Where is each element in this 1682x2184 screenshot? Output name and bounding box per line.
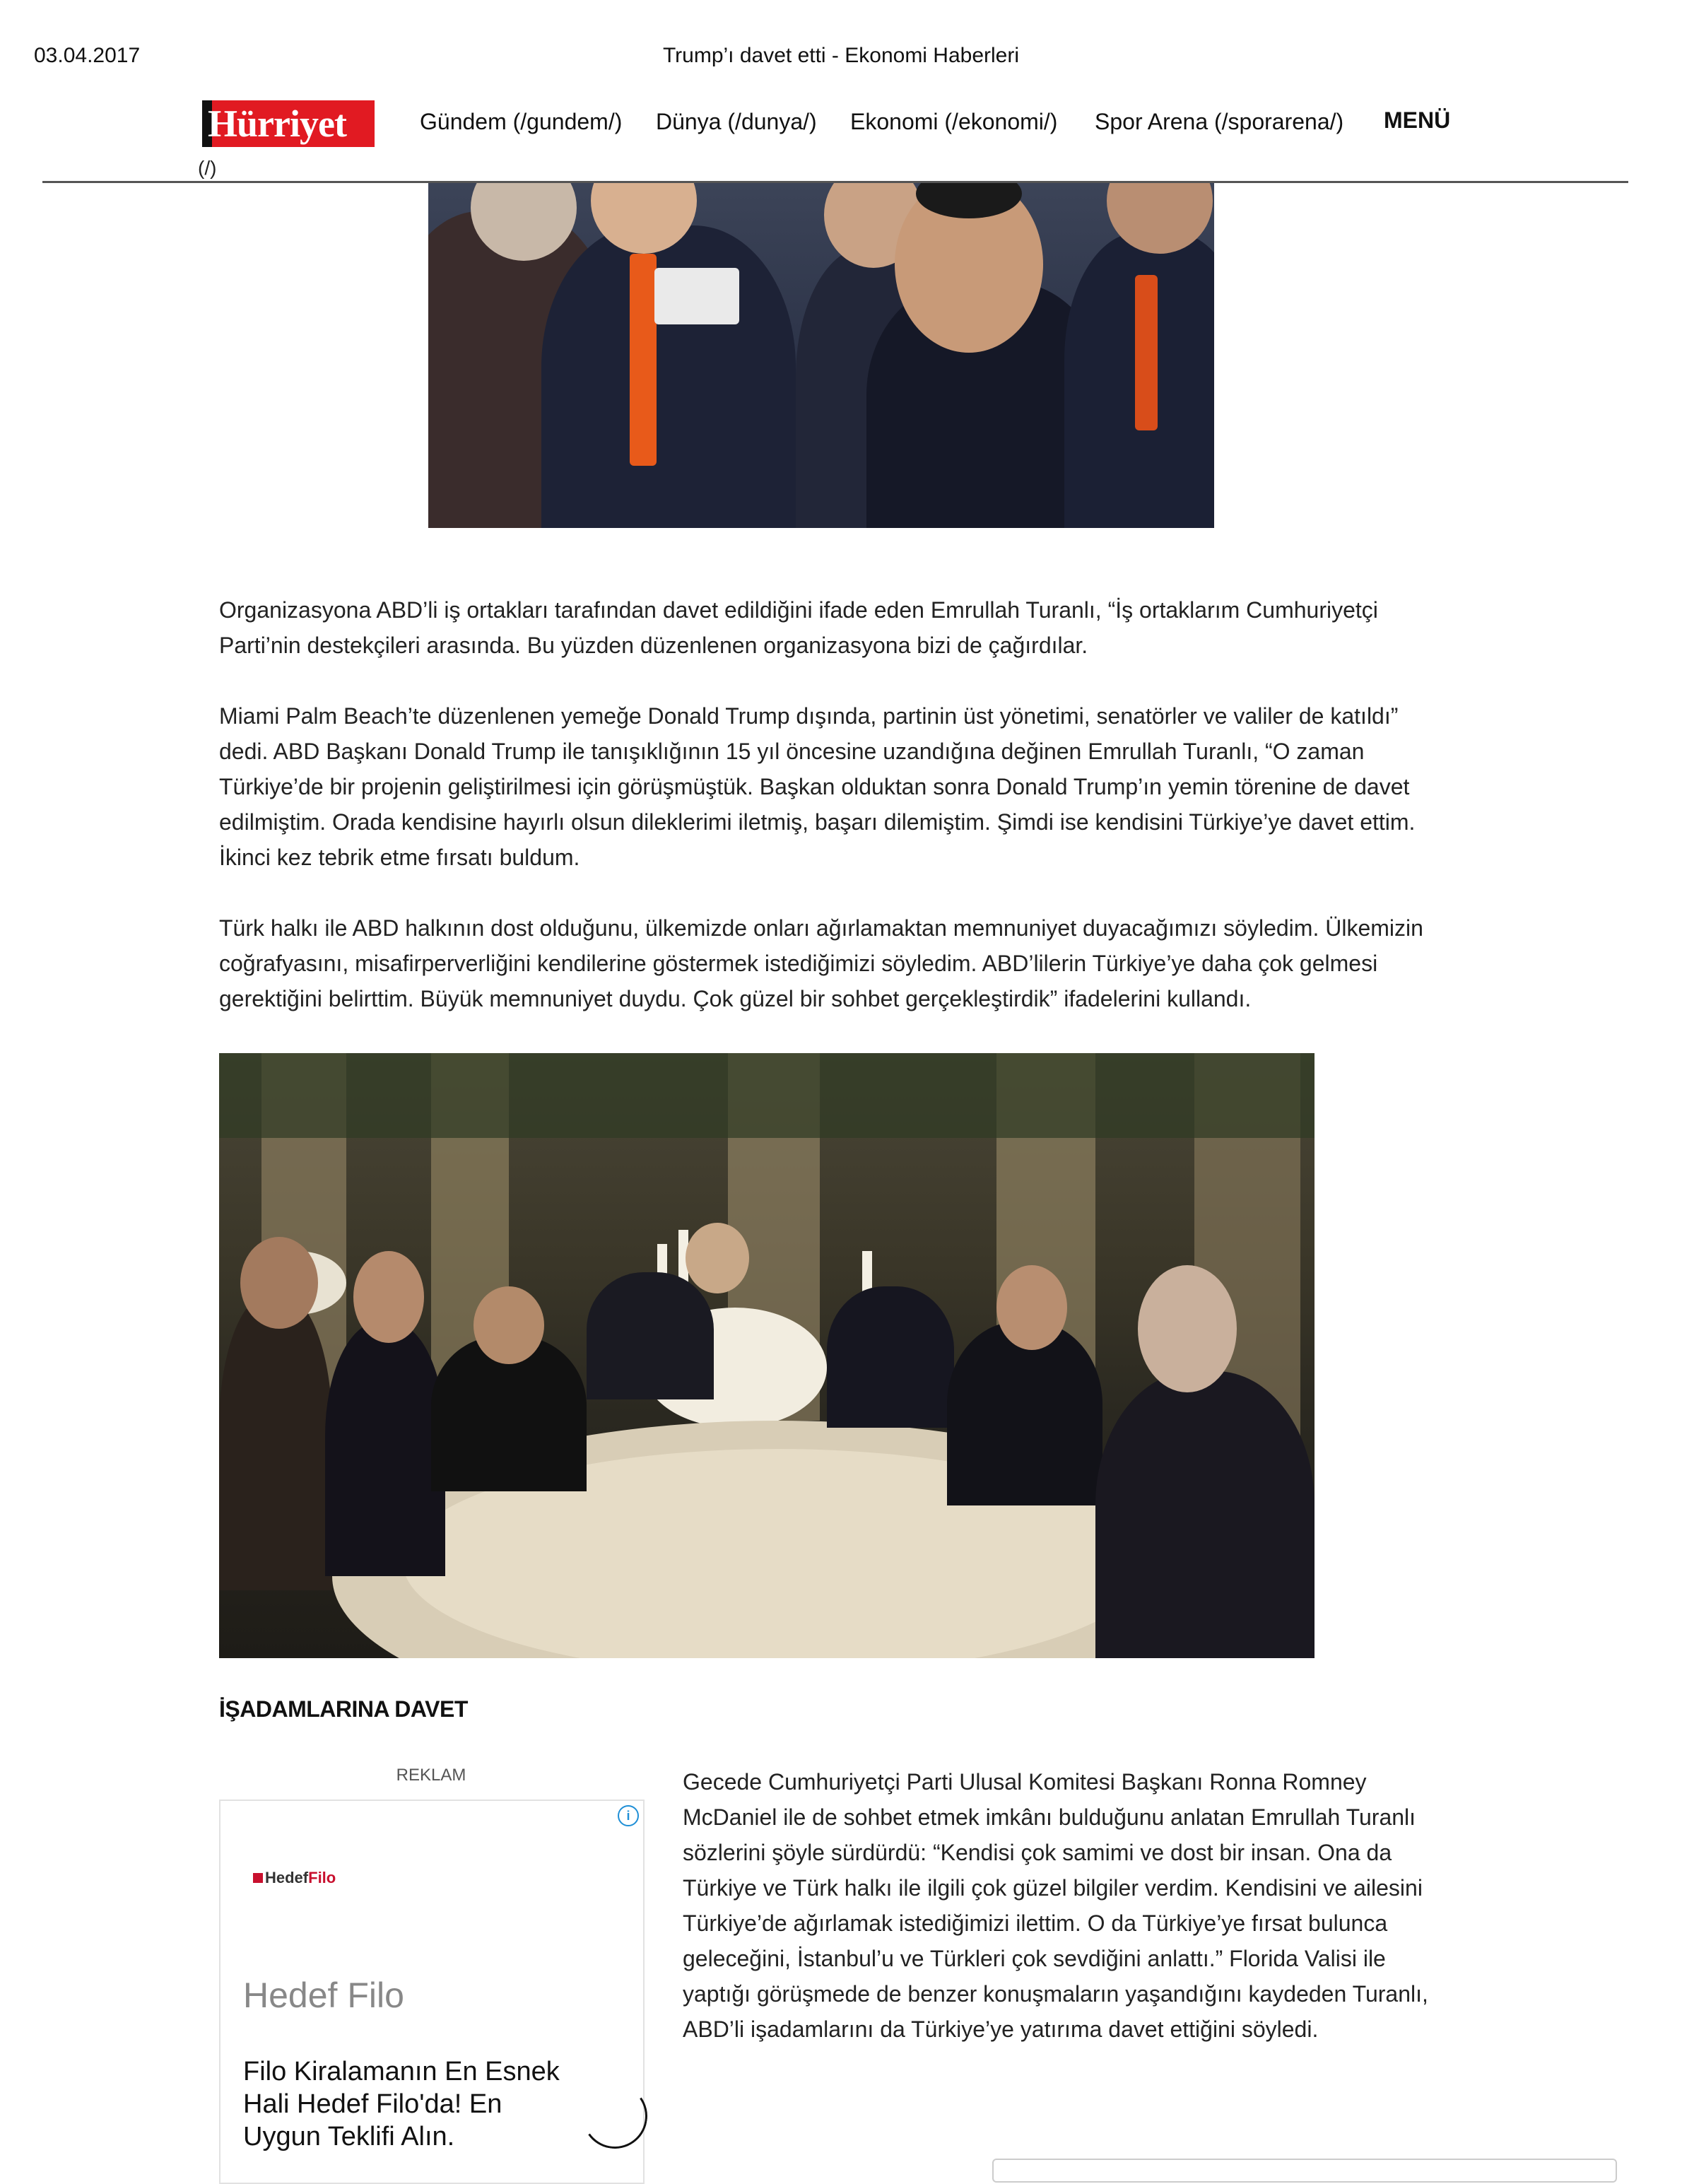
article-paragraph-1: Organizasyona ABD’li iş ortakları tarafından davet edildiğini ifade eden Emrullah Turanlı, “İş ortaklarım Cumhuriyetçi Parti’nin destekçileri arasında. Bu yüzden düzenlenen organizasyona bizi de çağırdılar. — [219, 597, 1378, 658]
article-photo-gala-dinner — [219, 1053, 1315, 1658]
ad-banner[interactable] — [219, 1800, 645, 2184]
article-photo-trump-crowd — [428, 183, 1214, 528]
article-paragraph-3: Türk halkı ile ABD halkının dost olduğunu, ülkemizde onları ağırlamaktan memnuniyet duyacağımızı söyledim. Ülkemizin coğrafyasını, misafirperverliğini kendilerine göstermek istediğimizi söyledim. ABD’lilerin Türkiye’ye daha çok gelmesi gerektiğini belirttim. Büyük memnuniyet duydu. Çok güzel bir sohbet gerçekleştirdik” ifadelerini kullandı. — [219, 915, 1423, 1011]
print-date: 03.04.2017 — [34, 44, 141, 67]
logo-text: Hürriyet — [208, 102, 346, 145]
article-paragraph-2: Miami Palm Beach’te düzenlenen yemeğe Donald Trump dışında, partinin üst yönetimi, senatörler ve valiler de katıldı” dedi. ABD Başkanı Donald Trump ile tanışıklığının 15 yıl öncesine uzandığına değinen Emrullah Turanlı, “O zaman Türkiye’de bir projenin geliştirilmesi için görüşmüştük. Başkan olduktan sonra Donald Trump’ın yemin törenine de davet edilmiştim. Orada kendisine hayırlı olsun dileklerimi iletmiş, başarı dilemiştim. Şimdi ise kendisini Türkiye’ye davet ettim. İkinci kez tebrik etme fırsatı buldum. — [219, 703, 1416, 870]
ad-brand-suffix: Filo — [308, 1869, 336, 1886]
ad-label: REKLAM — [396, 1766, 466, 1785]
hurriyet-logo[interactable] — [202, 100, 375, 147]
ad-brand-prefix: Hedef — [265, 1869, 309, 1886]
section-heading: İŞADAMLARINA DAVET — [219, 1696, 468, 1722]
nav-link-gundem[interactable]: Gündem (/gundem/) — [420, 109, 623, 134]
ad-info-icon[interactable]: i — [618, 1805, 639, 1826]
nav-link-ekonomi[interactable]: Ekonomi (/ekonomi/) — [850, 109, 1058, 134]
print-page-title: Trump’ı davet etti - Ekonomi Haberleri — [662, 44, 1020, 67]
ad-copy-text[interactable]: Filo Kiralamanın En Esnek Hali Hedef Filo'da! En Uygun Teklifi Alın. — [243, 2057, 560, 2151]
bottom-content-box — [992, 2159, 1617, 2183]
ad-brand-mark-icon — [253, 1873, 263, 1883]
logo-link-url[interactable]: (/) — [198, 157, 217, 179]
article-paragraph-4: Gecede Cumhuriyetçi Parti Ulusal Komitesi Başkanı Ronna Romney McDaniel ile de sohbet etmek imkânı bulduğunu anlatan Emrullah Turanlı sözlerini şöyle sürdürdü: “Kendisi çok samimi ve dost bir insan. Ona da Türkiye ve Türk halkı ile ilgili çok güzel bilgiler verdim. Kendisini ve ailesini Türkiye’de ağırlamak istediğimizi ilettim. O da Türkiye’ye fırsat bulunca geleceğini, İstanbul’u ve Türkleri çok sevdiğini anlattı.” Florida Valisi ile yaptığı görüşmede de benzer konuşmaların yaşandığını kaydeden Turanlı, ABD’li işadamlarını da Türkiye’ye yatırıma davet ettiğini söyledi. — [683, 1769, 1428, 2042]
nav-link-spor-arena[interactable]: Spor Arena (/sporarena/) — [1095, 109, 1344, 134]
ad-brand-logo — [253, 1869, 336, 1887]
nav-link-dunya[interactable]: Dünya (/dunya/) — [656, 109, 817, 134]
menu-button[interactable]: MENÜ — [1384, 107, 1451, 133]
loading-spinner-icon — [577, 2079, 653, 2154]
ad-advertiser-name: Hedef Filo — [243, 1975, 404, 2015]
